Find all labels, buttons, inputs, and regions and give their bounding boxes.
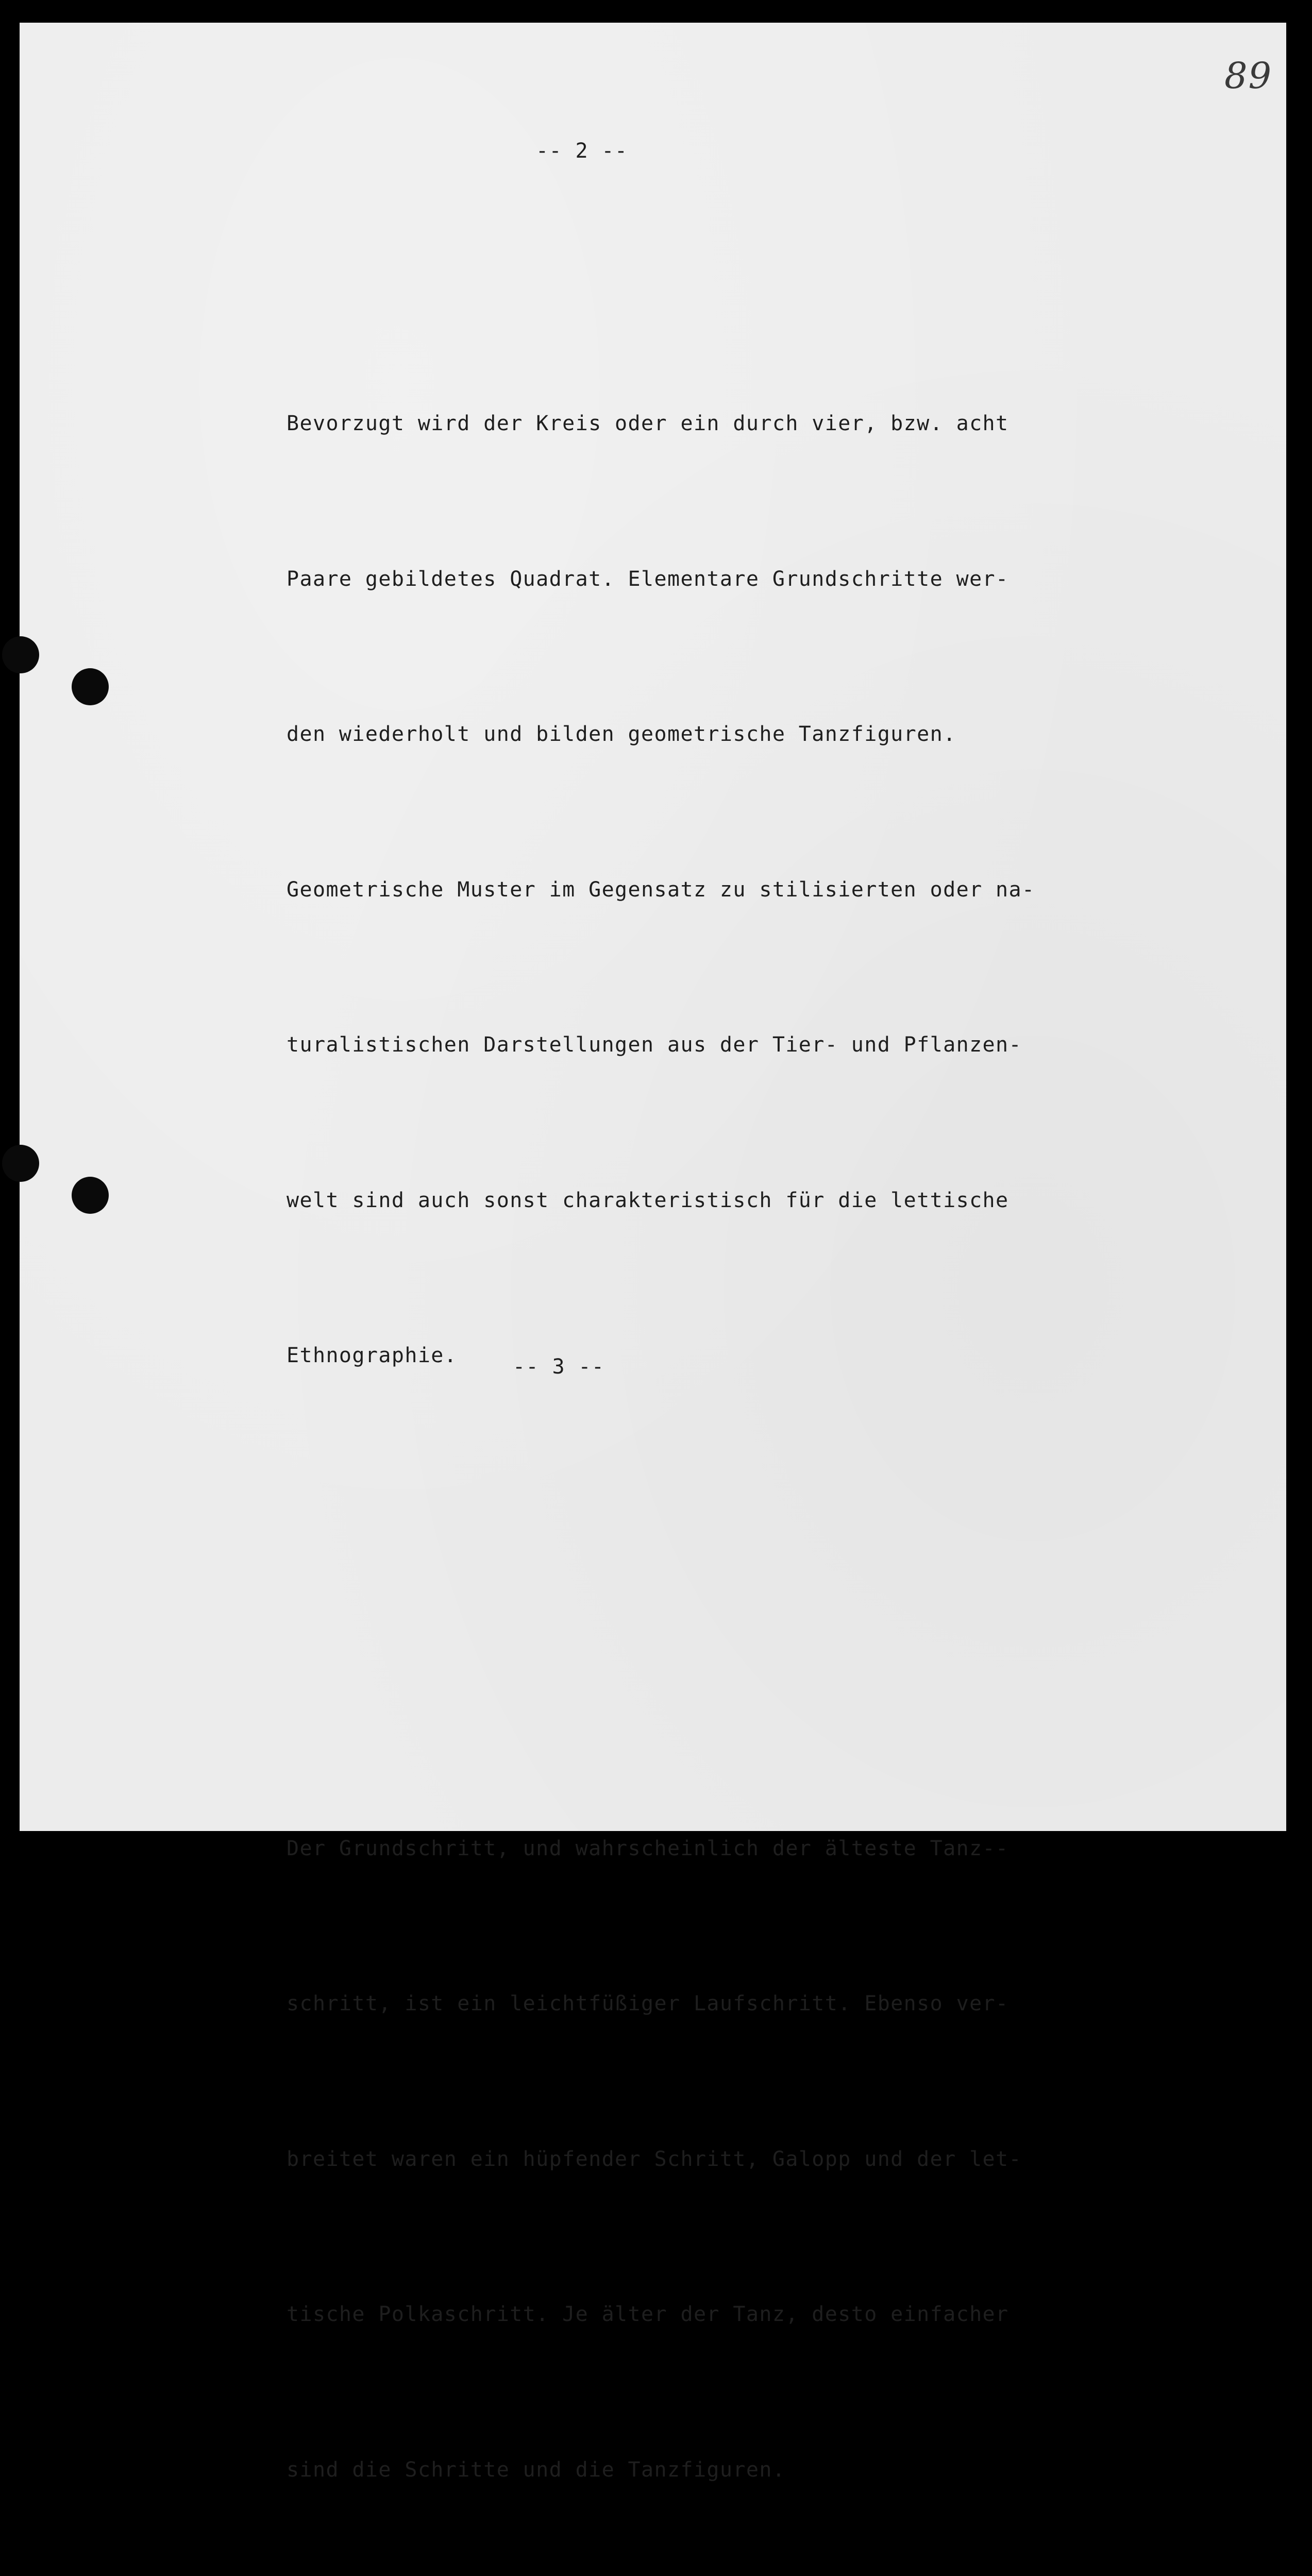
punch-hole-1a [2, 636, 39, 673]
text-line: schritt, ist ein leichtfüßiger Laufschritt. Ebenso ver- [287, 1978, 1035, 2030]
page-number-footer: -- 3 -- [513, 1355, 604, 1379]
text-line: tische Polkaschritt. Je älter der Tanz, desto einfacher [287, 2289, 1035, 2341]
punch-hole-2a [2, 1145, 39, 1182]
punch-hole-2b [72, 1177, 109, 1214]
text-line: welt sind auch sonst charakteristisch für die lettische [287, 1175, 1035, 1227]
punch-hole-1b [72, 668, 109, 705]
text-line: breitet waren ein hüpfender Schritt, Galopp und der let- [287, 2133, 1035, 2185]
text-line: Der Grundschritt, und wahrscheinlich der älteste Tanz-- [287, 1823, 1035, 1875]
paragraph-2 [287, 1719, 1035, 2576]
page-number-header: -- 2 -- [536, 139, 628, 163]
text-line: Ethnographie. [287, 1330, 1035, 1382]
text-line: sind die Schritte und die Tanzfiguren. [287, 2444, 1035, 2496]
handwritten-folio-number: 89 [1224, 55, 1272, 97]
body-text [287, 191, 1035, 2576]
text-line: turalistischen Darstellungen aus der Tier- und Pflanzen- [287, 1019, 1035, 1071]
text-line: Paare gebildetes Quadrat. Elementare Grundschritte wer- [287, 553, 1035, 605]
text-line: den wiederholt und bilden geometrische Tanzfiguren. [287, 708, 1035, 760]
text-line: Bevorzugt wird der Kreis oder ein durch vier, bzw. acht [287, 398, 1035, 450]
paragraph-1 [287, 294, 1035, 1485]
text-line: Geometrische Muster im Gegensatz zu stilisierten oder na- [287, 864, 1035, 916]
